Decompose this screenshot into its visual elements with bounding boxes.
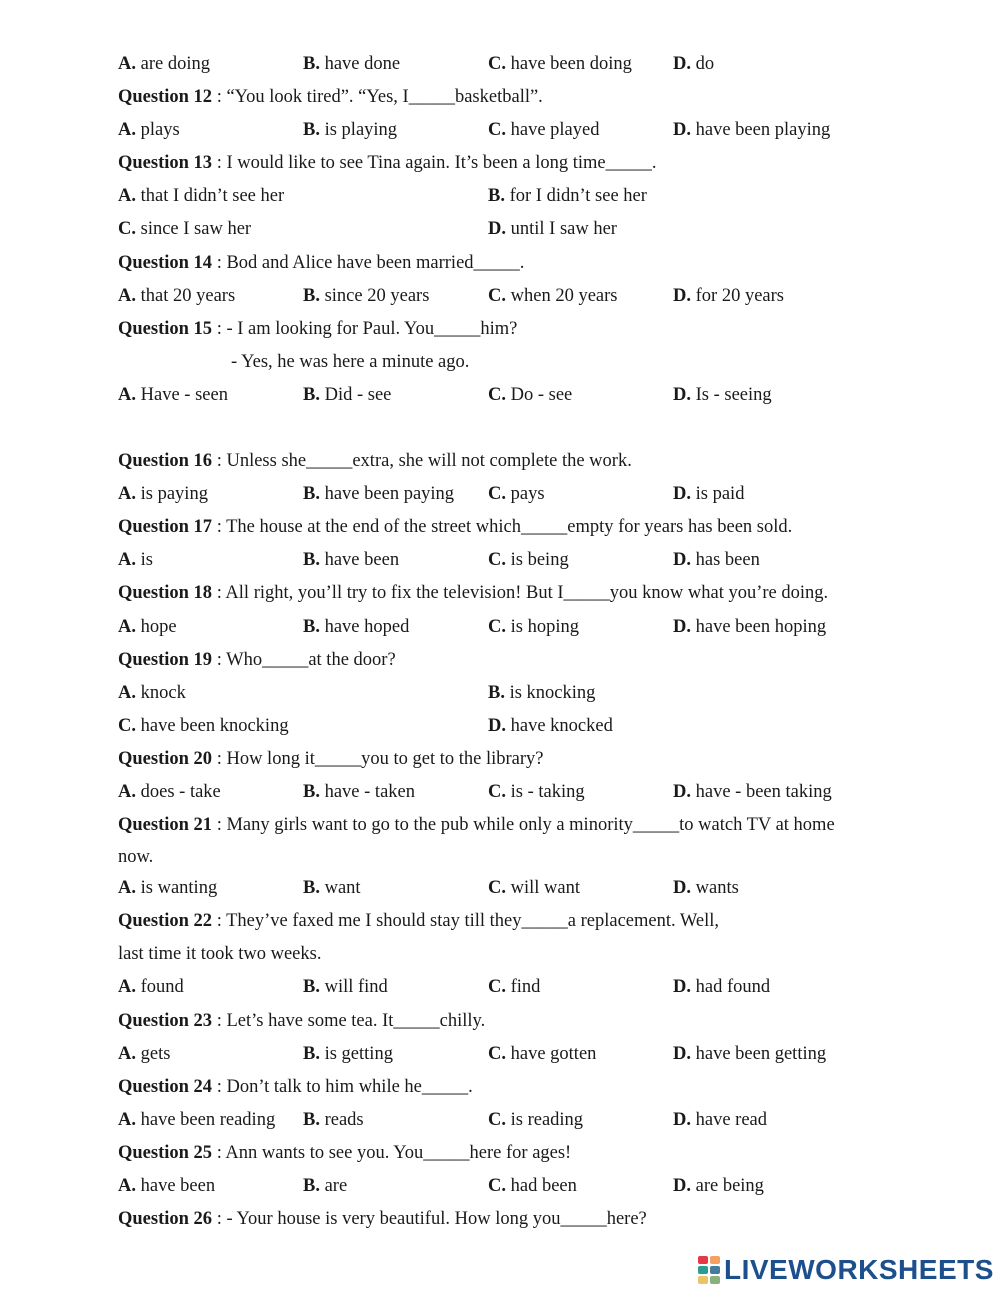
option-text: have been hoping [695,616,827,637]
question-continuation: now. [118,847,154,868]
option-text: is knocking [509,682,596,703]
option-letter: A. [118,1043,136,1064]
option-letter: B. [303,1109,320,1130]
question-text: : Don’t talk to him while he_____. [212,1076,473,1097]
options-row [118,971,898,1004]
answer-option[interactable] [673,1170,764,1203]
option-letter: D. [673,616,691,637]
question-text: : “You look tired”. “Yes, I_____basketball”. [212,87,543,108]
option-text: had found [695,977,771,998]
option-text: find [510,977,541,998]
option-letter: C. [488,54,506,74]
option-text: until I saw her [510,219,617,240]
answer-option[interactable] [118,1104,275,1137]
option-letter: D. [673,550,691,571]
answer-option[interactable] [303,48,400,81]
answer-option[interactable] [118,710,289,743]
question-text: : Let’s have some tea. It_____chilly. [212,1010,486,1031]
option-letter: D. [673,1109,691,1130]
option-letter: B. [303,781,320,802]
option-letter: C. [488,285,506,306]
answer-option[interactable] [303,872,361,905]
answer-option[interactable] [488,114,600,147]
answer-option[interactable] [488,677,595,710]
answer-option[interactable] [673,872,739,905]
option-letter: A. [118,977,136,998]
answer-option[interactable] [118,872,217,905]
option-text: does - take [140,781,221,802]
question-label: Question 25 [118,1142,213,1163]
option-letter: A. [118,616,136,637]
options-row [118,213,898,246]
question-label: Question 15 [118,318,213,339]
answer-option[interactable] [118,478,208,511]
answer-option[interactable] [673,379,772,412]
worksheet-page [118,48,898,1236]
question-text: : Unless she_____extra, she will not complete the work. [212,451,632,472]
option-text: have - taken [324,781,415,802]
option-text: will want [510,878,580,899]
option-letter: B. [488,186,505,207]
question-line [118,809,898,842]
option-letter: B. [303,120,320,141]
option-text: is - taking [510,781,585,802]
options-row [118,114,898,147]
options-row [118,544,898,577]
answer-option[interactable] [118,544,153,577]
answer-option[interactable] [673,280,784,313]
question-text: : - Your house is very beautiful. How long you_____here? [212,1209,647,1230]
question-label: Question 21 [118,815,213,836]
question-label: Question 23 [118,1010,213,1031]
question-text: : The house at the end of the street which_____empty for years has been sold. [212,517,793,538]
option-letter: D. [673,781,691,802]
answer-option[interactable] [118,48,210,81]
question-line [118,1203,898,1236]
answer-option[interactable] [488,776,585,809]
answer-option[interactable] [488,1038,596,1071]
answer-option[interactable] [488,280,617,313]
option-letter: A. [118,186,136,207]
answer-option[interactable] [488,872,580,905]
question-label: Question 24 [118,1076,213,1097]
dialogue-line: - Yes, he was here a minute ago. [231,351,470,372]
option-letter: A. [118,384,136,405]
options-row [118,48,898,81]
logo-tile [698,1266,708,1274]
option-letter: A. [118,1109,136,1130]
options-row [118,677,898,710]
question-label: Question 12 [118,87,213,108]
option-text: are doing [140,54,210,74]
option-letter: C. [488,484,506,505]
option-letter: D. [488,715,506,736]
option-letter: C. [488,878,506,899]
answer-option[interactable] [488,213,617,246]
options-row [118,776,898,809]
option-letter: D. [673,484,691,505]
option-text: is paid [695,484,745,505]
answer-option[interactable] [488,611,579,644]
option-letter: C. [118,219,136,240]
option-text: Do - see [510,384,573,405]
option-letter: B. [303,977,320,998]
option-letter: C. [488,1109,506,1130]
liveworksheets-logo-icon [698,1256,720,1284]
option-letter: C. [488,616,506,637]
option-text: for 20 years [695,285,784,306]
option-text: that I didn’t see her [140,186,285,207]
option-text: have been reading [140,1109,276,1130]
option-letter: B. [303,550,320,571]
options-row [118,1038,898,1071]
option-text: Have - seen [140,384,228,405]
option-letter: D. [673,1043,691,1064]
option-letter: C. [118,715,136,736]
answer-option[interactable] [673,776,832,809]
option-letter: B. [488,682,505,703]
answer-option[interactable] [673,478,744,511]
question-text: : Bod and Alice have been married_____. [212,252,525,273]
question-line [118,147,898,180]
question-label: Question 19 [118,649,213,670]
option-letter: D. [488,219,506,240]
question-label: Question 26 [118,1209,213,1230]
question-continuation: last time it took two weeks. [118,944,322,965]
answer-option[interactable] [303,478,454,511]
question-label: Question 22 [118,911,213,932]
question-line [118,511,898,544]
answer-option[interactable] [488,1104,583,1137]
option-text: for I didn’t see her [509,186,647,207]
answer-option[interactable] [118,379,228,412]
answer-option[interactable] [303,611,409,644]
answer-option[interactable] [673,114,830,147]
answer-option[interactable] [118,213,251,246]
option-letter: A. [118,285,136,306]
option-letter: A. [118,120,136,141]
option-letter: B. [303,616,320,637]
question-text: : All right, you’ll try to fix the television! But I_____you know what you’re doing. [212,583,829,604]
option-letter: B. [303,878,320,899]
option-text: is hoping [510,616,579,637]
option-letter: A. [118,878,136,899]
answer-option[interactable] [488,379,572,412]
question-label: Question 13 [118,153,213,174]
answer-option[interactable] [118,280,235,313]
option-text: have - been taking [695,781,832,802]
option-text: is playing [324,120,398,141]
option-letter: C. [488,384,506,405]
option-letter: B. [303,384,320,405]
option-text: is being [510,550,569,571]
question-line [118,247,898,280]
answer-option[interactable] [303,776,415,809]
answer-option[interactable] [303,379,391,412]
options-row [118,280,898,313]
option-text: since I saw her [140,219,252,240]
option-text: have knocked [510,715,613,736]
option-text: Is - seeing [695,384,772,405]
option-text: wants [695,878,739,899]
option-text: are [324,1176,348,1196]
answer-option[interactable] [488,478,545,511]
question-text: : I would like to see Tina again. It’s been a long time_____. [212,153,657,174]
logo-tile [698,1276,708,1284]
question-label: Question 17 [118,517,213,538]
logo-tile [710,1276,720,1284]
question-text: : Ann wants to see you. You_____here for ages! [212,1142,572,1163]
option-letter: B. [303,54,320,74]
option-text: have gotten [510,1043,597,1064]
option-letter: B. [303,1176,320,1196]
answer-option[interactable] [118,677,186,710]
option-text: have been [324,550,400,571]
question-line [118,577,898,610]
logo-tile [710,1266,720,1274]
option-letter: D. [673,285,691,306]
option-text: want [324,878,361,899]
option-text: have played [510,120,600,141]
option-text: Did - see [324,384,392,405]
option-text: have hoped [324,616,410,637]
answer-option[interactable] [303,544,399,577]
answer-option[interactable] [118,180,284,213]
answer-option[interactable] [118,1170,215,1203]
answer-option[interactable] [118,776,221,809]
option-text: is paying [140,484,208,505]
answer-option[interactable] [303,114,397,147]
question-label: Question 18 [118,583,213,604]
question-text: : They’ve faxed me I should stay till they_____a replacement. Well, [212,911,720,932]
answer-option[interactable] [488,1170,577,1203]
question-label: Question 14 [118,252,213,273]
question-line [118,644,898,677]
option-letter: B. [303,285,320,306]
option-text: have been [140,1176,216,1196]
answer-option[interactable] [303,1104,364,1137]
option-letter: C. [488,977,506,998]
answer-option[interactable] [303,1170,347,1203]
options-row [118,478,898,511]
question-label: Question 16 [118,451,213,472]
question-line [118,1005,898,1038]
options-row [118,872,898,905]
option-letter: B. [303,484,320,505]
option-text: is getting [324,1043,393,1064]
answer-option[interactable] [673,1104,767,1137]
option-letter: A. [118,484,136,505]
option-text: have read [695,1109,768,1130]
logo-tile [698,1256,708,1264]
option-letter: A. [118,682,136,703]
option-letter: D. [673,54,691,74]
option-letter: C. [488,1043,506,1064]
option-letter: A. [118,781,136,802]
option-text: has been [695,550,760,571]
question-line [118,313,898,346]
option-letter: A. [118,54,136,74]
options-row [118,710,898,743]
answer-option[interactable] [673,544,760,577]
option-letter: C. [488,550,506,571]
answer-option[interactable] [118,114,180,147]
answer-option[interactable] [118,611,177,644]
option-letter: A. [118,550,136,571]
option-text: reads [324,1109,364,1130]
question-text: : Who_____at the door? [212,649,396,670]
question-text: : How long it_____you to get to the library? [212,748,544,769]
logo-text: LIVEWORKSHEETS [724,1254,994,1285]
answer-option[interactable] [488,971,540,1004]
answer-option[interactable] [488,180,647,213]
options-row [118,1104,898,1137]
answer-option[interactable] [303,1038,393,1071]
question-line [118,81,898,114]
option-text: have been knocking [140,715,289,736]
answer-option[interactable] [118,1038,170,1071]
option-text: have been playing [695,120,831,141]
option-letter: C. [488,781,506,802]
option-letter: D. [673,384,691,405]
option-letter: D. [673,120,691,141]
option-text: that 20 years [140,285,236,306]
option-letter: D. [673,977,691,998]
answer-option[interactable] [488,48,632,81]
answer-option[interactable] [673,48,714,81]
question-text: : - I am looking for Paul. You_____him? [212,318,518,339]
answer-option[interactable] [673,1038,826,1071]
option-text: will find [324,977,388,998]
spacer [118,412,898,445]
option-text: have been doing [510,54,632,74]
option-text: had been [510,1176,577,1196]
options-row [118,379,898,412]
answer-option[interactable] [488,544,569,577]
answer-option[interactable] [118,971,184,1004]
option-letter: C. [488,1176,506,1196]
question-label: Question 20 [118,748,213,769]
option-text: knock [140,682,186,703]
option-letter: D. [673,1176,691,1196]
option-text: do [695,54,715,74]
answer-option[interactable] [488,710,613,743]
option-text: plays [140,120,180,141]
question-line [118,445,898,478]
option-text: found [140,977,184,998]
answer-option[interactable] [673,971,770,1004]
question-text: : Many girls want to go to the pub while only a minority_____to watch TV at home [212,815,835,836]
option-letter: C. [488,120,506,141]
option-text: have been paying [324,484,455,505]
options-row [118,180,898,213]
question-line [118,1071,898,1104]
logo-tile [710,1256,720,1264]
option-text: have done [324,54,401,74]
option-text: is [140,550,153,571]
option-text: when 20 years [510,285,618,306]
answer-option[interactable] [303,971,388,1004]
options-row [118,1170,898,1203]
option-letter: D. [673,878,691,899]
option-letter: B. [303,1043,320,1064]
option-text: gets [140,1043,171,1064]
option-text: are being [695,1176,764,1196]
question-line [118,743,898,776]
option-text: have been getting [695,1043,827,1064]
liveworksheets-logo[interactable] [698,1252,994,1288]
option-text: pays [510,484,545,505]
answer-option[interactable] [303,280,429,313]
question-line [118,905,898,938]
option-text: since 20 years [324,285,430,306]
answer-option[interactable] [673,611,826,644]
option-letter: A. [118,1176,136,1196]
options-row [118,611,898,644]
question-line [118,1137,898,1170]
option-text: hope [140,616,177,637]
option-text: is wanting [140,878,218,899]
option-text: is reading [510,1109,584,1130]
